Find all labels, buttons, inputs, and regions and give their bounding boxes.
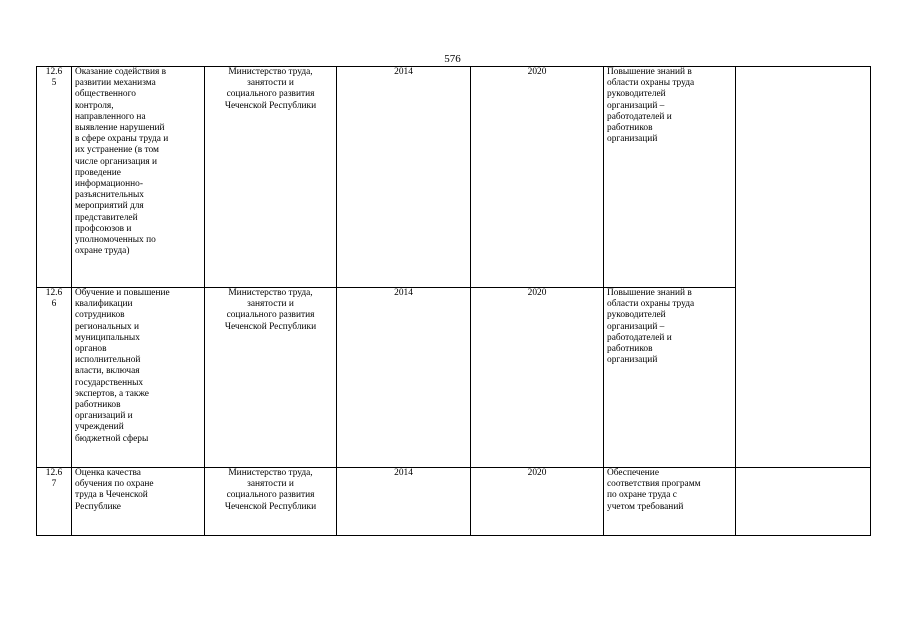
item-number-cell: 12.6 6 [37,288,72,468]
expected-result-cell: Повышение знаний в области охраны труда руководителей организаций – работодателей и работников организаций [604,67,736,288]
start-year-cell: 2014 [337,468,471,536]
page-number: 576 [444,53,461,65]
start-year-cell: 2014 [337,67,471,288]
expected-result-cell: Повышение знаний в области охраны труда руководителей организаций – работодателей и работников организаций [604,288,736,468]
item-number-cell: 12.6 5 [37,67,72,288]
expected-result-cell: Обеспечение соответствия программ по охране труда с учетом требований [604,468,736,536]
executor-cell: Министерство труда, занятости и социального развития Чеченской Республики [205,67,337,288]
table-row [37,67,871,288]
activities-table [36,66,871,536]
note-cell [736,67,871,468]
activity-name-cell: Обучение и повышение квалификации сотрудников региональных и муниципальных органов исполнительной власти, включая государственных экспертов, а также работников организаций и учреждений бюджетной сферы [72,288,205,468]
end-year-cell: 2020 [471,67,604,288]
end-year-cell: 2020 [471,288,604,468]
table-row [37,468,871,536]
executor-cell: Министерство труда, занятости и социального развития Чеченской Республики [205,288,337,468]
end-year-cell: 2020 [471,468,604,536]
item-number-cell: 12.6 7 [37,468,72,536]
activity-name-cell: Оказание содействия в развитии механизма общественного контроля, направленного на выявление нарушений в сфере охраны труда и их устранение (в том числе организация и проведение информационно- разъяснительных мероприятий для представителей профсоюзов и уполномоченных по охране труда) [72,67,205,288]
executor-cell: Министерство труда, занятости и социального развития Чеченской Республики [205,468,337,536]
note-cell [736,468,871,536]
start-year-cell: 2014 [337,288,471,468]
activity-name-cell: Оценка качества обучения по охране труда в Чеченской Республике [72,468,205,536]
